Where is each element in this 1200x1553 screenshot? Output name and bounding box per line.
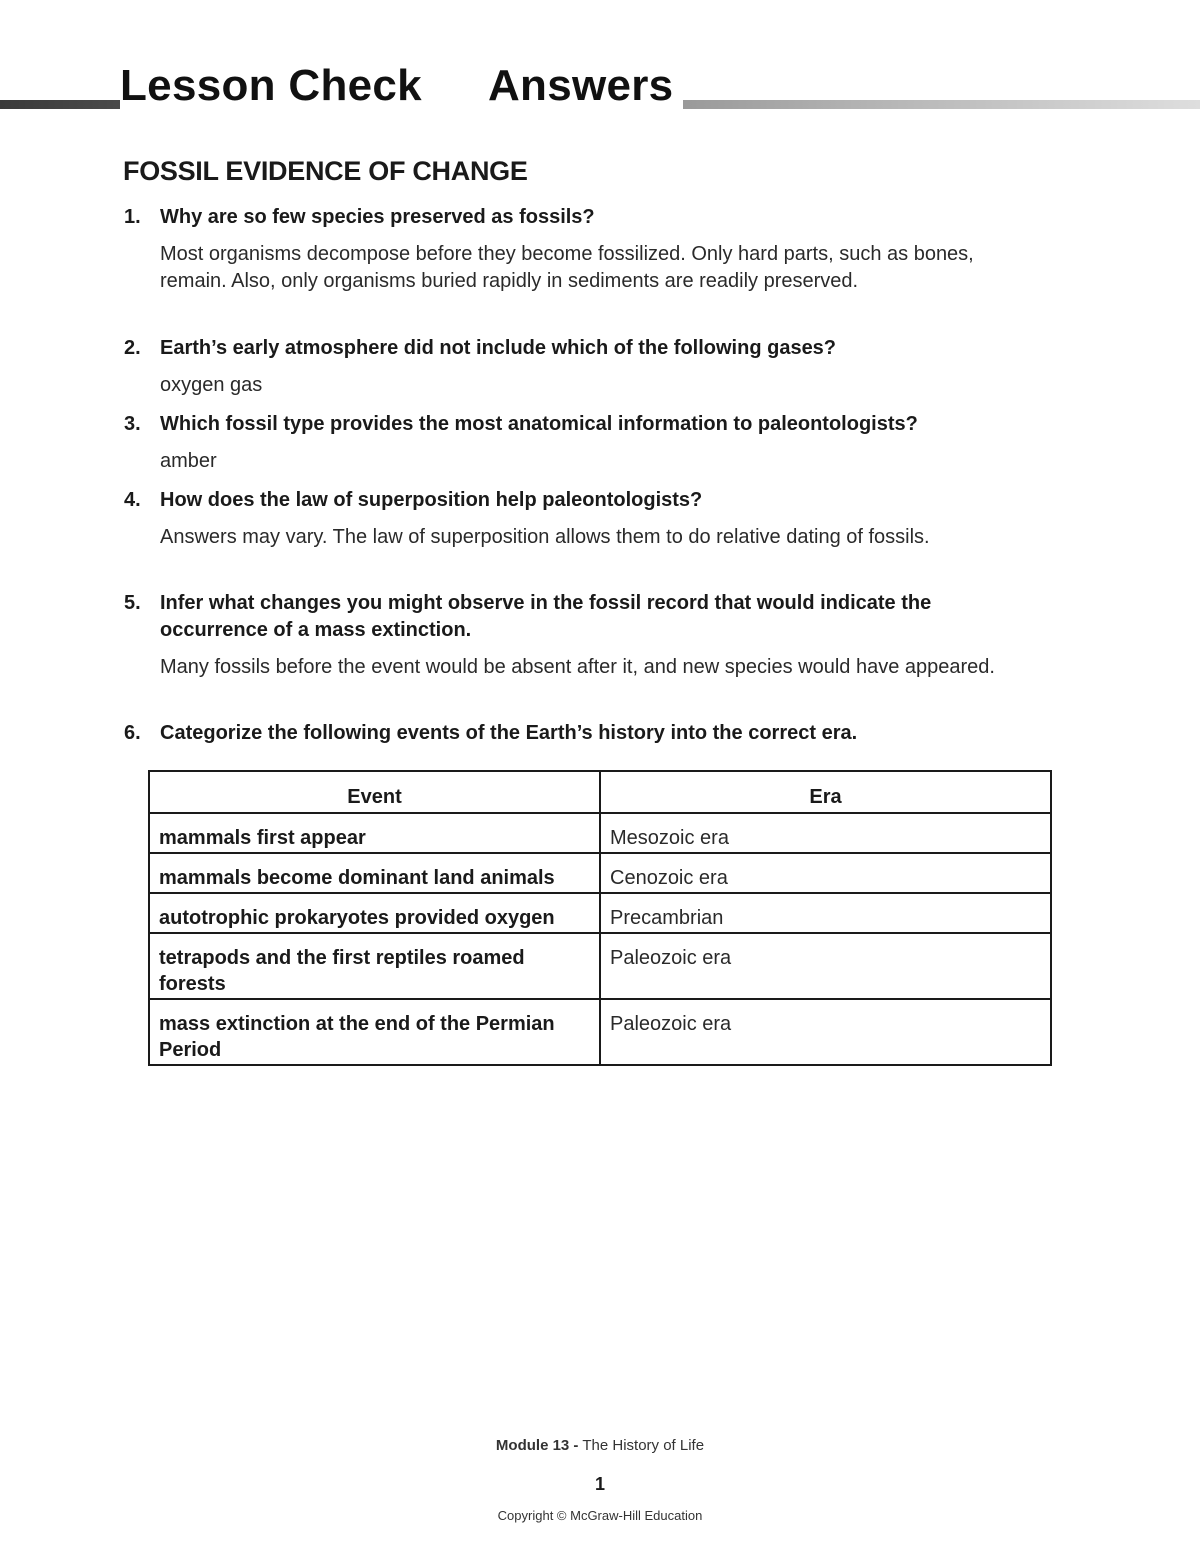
question-text: Earth’s early atmosphere did not include which of the following gases? bbox=[160, 337, 837, 359]
question-number: 6. bbox=[124, 722, 141, 744]
answer-text: oxygen gas bbox=[160, 374, 263, 396]
answer-text: Answers may vary. The law of superposition allows them to do relative dating of fossils. bbox=[160, 526, 930, 548]
question-text: Why are so few species preserved as fossils? bbox=[160, 206, 595, 228]
question-1 bbox=[124, 204, 1044, 295]
answer-text: amber bbox=[160, 450, 217, 472]
question-number: 1. bbox=[124, 206, 141, 228]
module-title: The History of Life bbox=[582, 1437, 705, 1454]
era-cell: Precambrian bbox=[600, 893, 1051, 933]
column-header-era: Era bbox=[600, 771, 1051, 813]
question-2 bbox=[124, 335, 1044, 399]
title-answers: Answers bbox=[487, 61, 674, 110]
question-number: 4. bbox=[124, 489, 141, 511]
table-row bbox=[149, 933, 1051, 999]
question-text: How does the law of superposition help paleontologists? bbox=[160, 489, 703, 511]
question-number: 5. bbox=[124, 592, 141, 614]
question-4 bbox=[124, 487, 1044, 551]
era-cell: Paleozoic era bbox=[600, 933, 1051, 999]
question-6 bbox=[124, 720, 1044, 747]
question-number: 2. bbox=[124, 337, 141, 359]
answer-text: Many fossils before the event would be absent after it, and new species would have appeared. bbox=[160, 656, 995, 678]
answer-text: Most organisms decompose before they become fossilized. Only hard parts, such as bones, remain. Also, only organisms buried rapidly in sediments are readily preserved. bbox=[160, 243, 974, 292]
event-cell: tetrapods and the first reptiles roamed forests bbox=[149, 933, 600, 999]
era-cell: Mesozoic era bbox=[600, 813, 1051, 853]
table-row bbox=[149, 893, 1051, 933]
table-row bbox=[149, 853, 1051, 893]
page-number: 1 bbox=[594, 1474, 605, 1494]
era-cell: Paleozoic era bbox=[600, 999, 1051, 1065]
copyright: Copyright © McGraw-Hill Education bbox=[497, 1508, 703, 1523]
module-label: Module 13 - bbox=[495, 1437, 579, 1454]
event-cell: mass extinction at the end of the Permian Period bbox=[149, 999, 600, 1065]
table-row bbox=[149, 999, 1051, 1065]
question-number: 3. bbox=[124, 413, 141, 435]
question-text: Categorize the following events of the Earth’s history into the correct era. bbox=[160, 722, 858, 744]
event-cell: mammals first appear bbox=[149, 813, 600, 853]
section-title: FOSSIL EVIDENCE OF CHANGE bbox=[123, 156, 528, 186]
question-3 bbox=[124, 411, 1044, 475]
era-table bbox=[148, 770, 1052, 1066]
column-header-event: Event bbox=[149, 771, 600, 813]
table-row bbox=[149, 813, 1051, 853]
footer-module bbox=[0, 1437, 1200, 1454]
table-header-row bbox=[149, 771, 1051, 813]
question-5 bbox=[124, 590, 1044, 681]
title-lesson-check: Lesson Check bbox=[120, 61, 422, 110]
event-cell: autotrophic prokaryotes provided oxygen bbox=[149, 893, 600, 933]
event-cell: mammals become dominant land animals bbox=[149, 853, 600, 893]
era-cell: Cenozoic era bbox=[600, 853, 1051, 893]
question-text: Which fossil type provides the most anatomical information to paleontologists? bbox=[160, 413, 918, 435]
page-title bbox=[120, 60, 683, 112]
question-text: Infer what changes you might observe in the fossil record that would indicate the occurrence of a mass extinction. bbox=[160, 592, 932, 641]
